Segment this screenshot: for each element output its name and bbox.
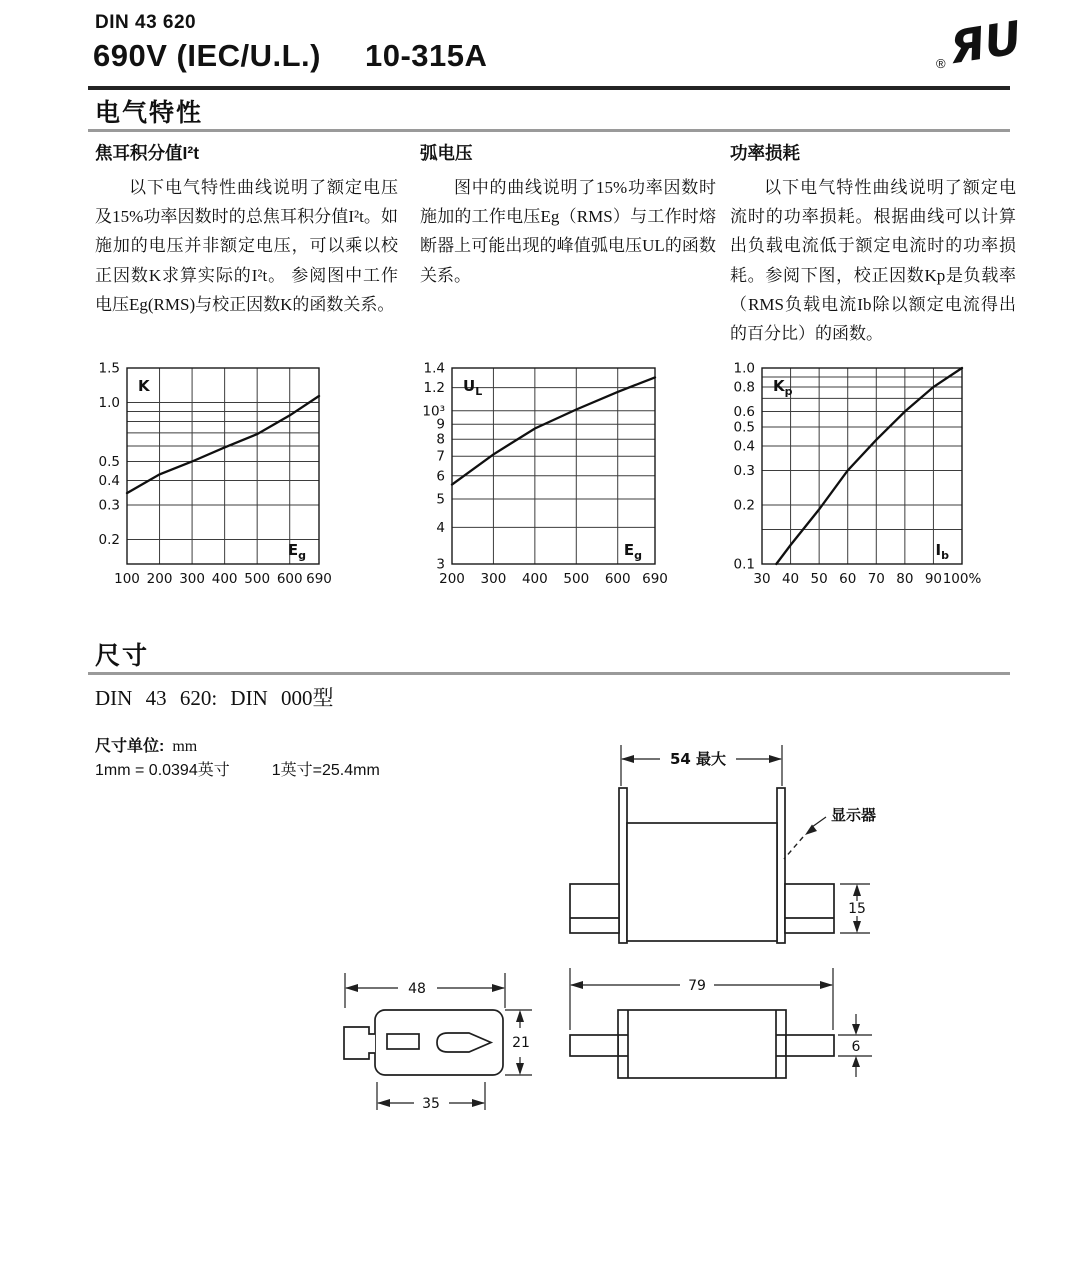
svg-text:4: 4: [436, 519, 445, 536]
column-body: 图中的曲线说明了15%功率因数时施加的工作电压Eg（RMS）与工作时熔断器上可能出现的峰值弧电压UL的函数关系。: [420, 178, 716, 285]
svg-text:400: 400: [211, 571, 238, 587]
units-label: 尺寸单位:: [95, 738, 165, 755]
ul-recognized-logo: [936, 10, 1025, 75]
svg-text:K: K: [138, 377, 150, 395]
svg-text:600: 600: [604, 571, 631, 587]
dim-35-label: 35: [422, 1096, 440, 1112]
conversion-inch-to-mm: 1英寸=25.4mm: [271, 762, 380, 779]
svg-text:100: 100: [114, 571, 140, 587]
svg-text:0.3: 0.3: [98, 497, 120, 514]
svg-text:0.4: 0.4: [98, 473, 120, 490]
din-standard: DIN 43 620: [95, 12, 197, 33]
ul-mark-icon: ЯU: [946, 10, 1025, 75]
svg-text:400: 400: [521, 571, 548, 587]
svg-text:0.2: 0.2: [733, 497, 755, 514]
column-title: 弧电压: [420, 143, 473, 163]
front-view-drawing: [570, 745, 876, 943]
section-dimensions-title: 尺寸: [95, 642, 150, 670]
conversion-mm-to-inch: 1mm = 0.0394英寸: [95, 762, 230, 779]
dim-15-label: 15: [848, 901, 866, 917]
svg-text:Kp: $K_p$: [773, 377, 793, 398]
svg-text:9: 9: [436, 416, 445, 433]
svg-text:600: 600: [276, 571, 303, 587]
chart-correction-factor-k: [87, 358, 357, 596]
svg-text:300: 300: [480, 571, 507, 587]
svg-text:Ib: $I_b$: [935, 541, 949, 562]
section-rule: [88, 129, 1010, 132]
svg-text:30: 30: [753, 571, 771, 587]
svg-text:6: 6: [436, 468, 445, 485]
svg-text:1.2: 1.2: [423, 380, 445, 397]
dimension-drawings: [0, 720, 1076, 1150]
svg-text:10³: 10³: [422, 403, 445, 420]
svg-text:8: 8: [436, 431, 445, 448]
column-joule-integral: [95, 140, 398, 319]
svg-text:0.5: 0.5: [98, 454, 120, 471]
svg-text:Eg: $E_g$: [287, 541, 306, 562]
units-value: mm: [172, 738, 198, 755]
dim-48-label: 48: [408, 981, 426, 997]
svg-text:0.8: 0.8: [733, 379, 755, 396]
svg-text:90: 90: [924, 571, 943, 587]
svg-text:690: 690: [306, 571, 332, 587]
din-type-label: DIN 43 620: DIN 000型: [95, 686, 334, 710]
svg-text:0.4: 0.4: [733, 438, 755, 455]
svg-text:5: 5: [436, 491, 445, 508]
chart-arc-voltage: [412, 358, 682, 596]
svg-text:200: 200: [146, 571, 173, 587]
page-title: [93, 38, 487, 74]
svg-text:1.0: 1.0: [733, 360, 755, 377]
indicator-label: 显示器: [831, 806, 877, 824]
svg-text:60: 60: [839, 571, 857, 587]
registered-mark: ®: [936, 56, 946, 71]
svg-text:0.3: 0.3: [733, 462, 755, 479]
column-title: 功率损耗: [730, 143, 800, 163]
svg-text:70: 70: [867, 571, 885, 587]
svg-text:690: 690: [642, 571, 668, 587]
svg-text:0.5: 0.5: [733, 419, 755, 436]
svg-text:UL: $U_L$: [463, 377, 483, 398]
svg-text:1.5: 1.5: [98, 360, 120, 377]
svg-text:0.6: 0.6: [733, 403, 755, 420]
svg-text:0.2: 0.2: [98, 532, 120, 549]
dim-21-label: 21: [512, 1035, 530, 1051]
dim-79-label: 79: [688, 978, 706, 994]
column-power-loss: [730, 140, 1016, 348]
svg-text:1.4: 1.4: [423, 360, 445, 377]
svg-text:200: 200: [439, 571, 465, 587]
svg-text:50: 50: [810, 571, 828, 587]
column-title: 焦耳积分值I²t: [95, 143, 200, 163]
dim-6-label: 6: [851, 1039, 861, 1055]
section-rule: [88, 672, 1010, 675]
svg-text:80: 80: [896, 571, 914, 587]
side-view-drawing: [570, 968, 872, 1078]
chart-power-loss-factor: [722, 358, 992, 596]
svg-text:Eg: $E_g$: [623, 541, 642, 562]
svg-text:7: 7: [436, 448, 445, 465]
header-rule: [88, 86, 1010, 90]
svg-text:500: 500: [563, 571, 590, 587]
column-body: 以下电气特性曲线说明了额定电压及15%功率因数时的总焦耳积分值I²t。如施加的电压并非额定电压，可以乘以校正因数K求算实际的I²t。 参阅图中工作电压Eg(RMS)与校正因数K的函数关系。: [95, 178, 398, 314]
svg-text:1.0: 1.0: [98, 395, 120, 412]
dim-54-max-label: 54 最大: [669, 750, 727, 768]
column-arc-voltage: [420, 140, 716, 290]
svg-text:3: 3: [436, 556, 445, 573]
section-electrical-title: 电气特性: [95, 99, 204, 127]
svg-text:0.1: 0.1: [733, 556, 755, 573]
svg-text:300: 300: [179, 571, 205, 587]
svg-text:40: 40: [781, 571, 800, 587]
svg-text:100%: 100%: [942, 571, 982, 587]
svg-text:500: 500: [244, 571, 271, 587]
current-range: 10-315A: [365, 38, 488, 73]
column-body: 以下电气特性曲线说明了额定电流时的功率损耗。根据曲线可以计算出负载电流低于额定电流时的功率损耗。参阅下图，校正因数Kp是负载率（RMS负载电流Ib除以额定电流得出的百分比）的函数。: [730, 178, 1016, 344]
top-view-drawing: [344, 973, 532, 1112]
voltage-rating: 690V (IEC/U.L.): [93, 38, 321, 73]
